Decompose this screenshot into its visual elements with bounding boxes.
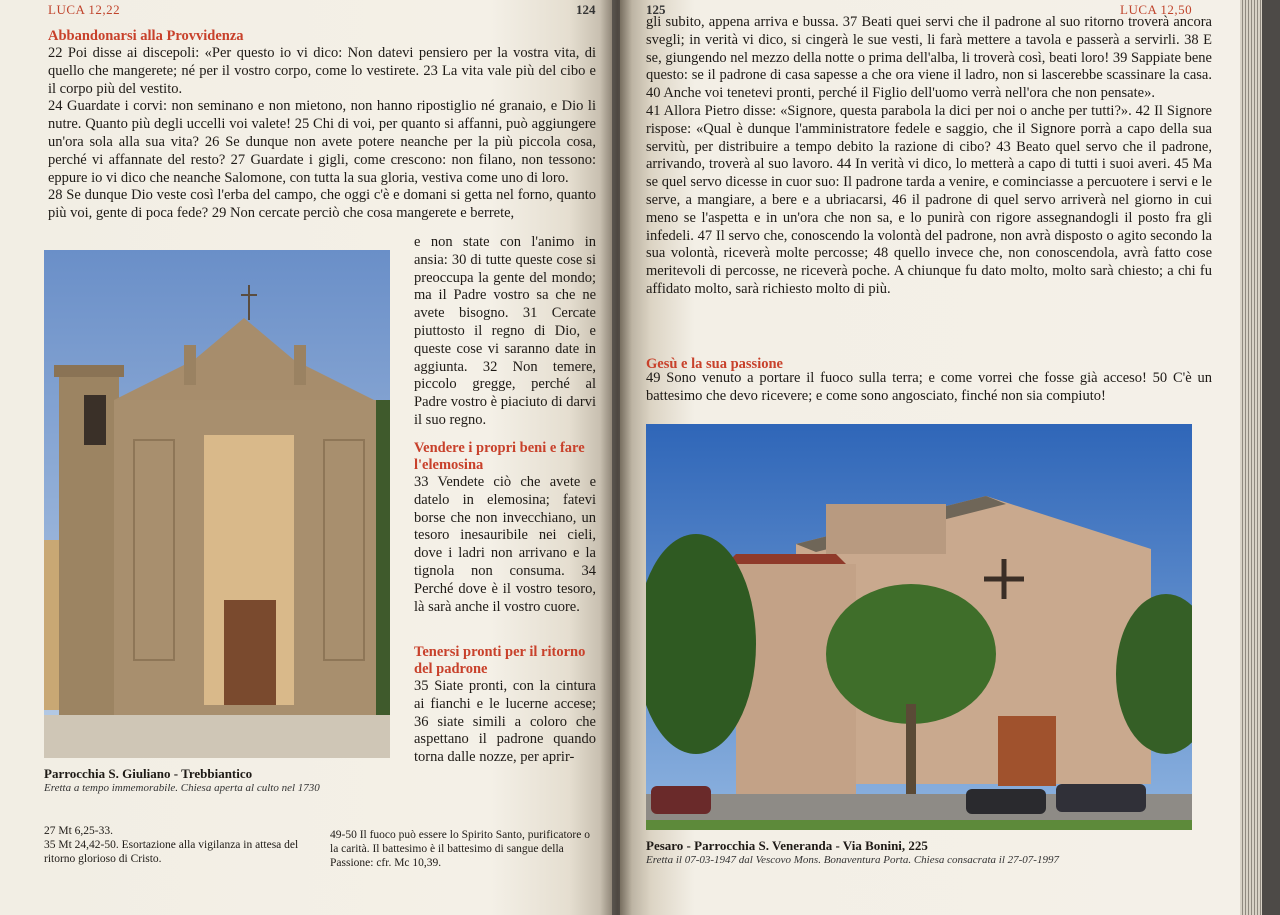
footnote-right: 49-50 Il fuoco può essere lo Spirito Santo, purificatore o la carità. Il battesimo è il battesimo di sangue della Passione: cfr. Mc 10,39. bbox=[330, 829, 590, 869]
section-text-passione: 49 Sono venuto a portare il fuoco sulla terra; e come vorrei che fosse già acceso! 50 C'è un battesimo che devo ricevere; e come sono angosciato, finché non sia compiuto! bbox=[646, 370, 1212, 404]
body-text-top bbox=[48, 45, 596, 223]
photo-caption-title-right: Pesaro - Parrocchia S. Veneranda - Via Bonini, 225 bbox=[646, 838, 928, 853]
right-page bbox=[620, 0, 1240, 915]
photo-caption-subtitle-right: Eretta il 07-03-1947 dal Vescovo Mons. Bonaventura Porta. Chiesa consacrata il 27-07-1997 bbox=[646, 854, 1059, 866]
church-photo-san-giuliano bbox=[44, 250, 390, 758]
section-title-passione: Gesù e la sua passione bbox=[646, 356, 783, 372]
book-cover-edge bbox=[1262, 0, 1280, 915]
page-number-left: 124 bbox=[576, 2, 596, 17]
section-title-elemosina: Vendere i propri beni e fare l'elemosina bbox=[414, 440, 585, 473]
verse-paragraph: 41 Allora Pietro disse: «Signore, questa parabola la dici per noi o anche per tutti?». 42 Il Signore rispose: «Qual è dunque l'amministratore fedele e saggio, che il Signore porrà a capo della sua servitù, per distribuire a tempo debito la razione di cibo? 43 Beato quel servo che il padrone, arrivando, troverà al suo lavoro. 44 In verità vi dico, lo metterà a capo di tutti i suoi averi. 45 Ma se quel servo dicesse in cuor suo: Il padrone tarda a venire, e cominciasse a percuotere i servi e le serve, a mangiare, a bere e a ubriacarsi, 46 il padrone di quel servo arriverà nel giorno in cui meno se l'aspetta e in un'ora che non sa, e lo punirà con rigore assegnandogli il posto fra gli infedeli. 47 Il servo che, conoscendo la volontà del padrone, non avrà disposto o agito secondo la sua volontà, riceverà molte percosse; 48 quello invece che, non conoscendola, avrà fatto cose meritevoli di percosse, ne riceverà poche. A chiunque fu dato molto, molto sarà chiesto; a chi fu affidato molto, sarà richiesto molto di più. bbox=[646, 102, 1212, 297]
left-page bbox=[0, 0, 612, 915]
section-title-provvidenza: Abbandonarsi alla Provvidenza bbox=[48, 28, 244, 44]
verse-paragraph: 22 Poi disse ai discepoli: «Per questo io vi dico: Non datevi pensiero per la vostra vita, di quello che mangerete; né per il vostro corpo, come lo vestirete. 23 La vita vale più del cibo e il corpo più del vestito. bbox=[48, 45, 596, 97]
photo-caption-subtitle-left: Eretta a tempo immemorabile. Chiesa aperta al culto nel 1730 bbox=[44, 782, 320, 794]
column-text-2: 33 Vendete ciò che avete e datelo in elemosina; fatevi borse che non invecchiano, un tesoro inesauribile nei cieli, dove i ladri non arrivano e la tignola non consuma. 34 Perché dove è il vostro tesoro, là sarà anche il vostro cuore. bbox=[414, 474, 596, 615]
section-title-ritorno: Tenersi pronti per il ritorno del padrone bbox=[414, 644, 586, 677]
verse-paragraph: gli subito, appena arriva e bussa. 37 Beati quei servi che il padrone al suo ritorno troverà ancora svegli; in verità vi dico, si cingerà le sue vesti, li farà mettere a tavola e passerà a servirli. 38 E se, giungendo nel mezzo della notte o prima dell'alba, li troverà così, beati loro! 39 Sappiate bene questo: se il padrone di casa sapesse a che ora viene il ladro, non si lascerebbe scassinare la casa. 40 Anche voi tenetevi pronti, perché il Figlio dell'uomo verrà nell'ora che non pensate». bbox=[646, 14, 1212, 102]
verse-paragraph: 24 Guardate i corvi: non seminano e non mietono, non hanno ripostiglio né granaio, e Dio li nutre. Quanto più degli uccelli voi valete! 25 Chi di voi, per quanto si affanni, può aggiungere un'ora sola alla sua vita? 26 Se dunque non avete potere neanche per la più piccola cosa, perché vi affannate del resto? 27 Guardate i gigli, come crescono: non filano, non tessono: eppure io vi dico che neanche Salomone, con tutta la sua gloria, vestiva come uno di loro. bbox=[48, 98, 596, 186]
verse-paragraph: 28 Se dunque Dio veste così l'erba del campo, che oggi c'è e domani si getta nel forno, quanto più voi, gente di poca fede? 29 Non cercate perciò che cosa mangerete e berrete, bbox=[48, 187, 596, 222]
running-head-right: LUCA 12,50 bbox=[1120, 2, 1193, 17]
footnote-left: 27 Mt 6,25-33. 35 Mt 24,42-50. Esortazione alla vigilanza in attesa del ritorno glorioso di Cristo. bbox=[44, 825, 299, 865]
column-text-3: 35 Siate pronti, con la cintura ai fianchi e le lucerne accese; 36 siate simili a coloro che aspettano il padrone quando torna dalle nozze, per aprir- bbox=[414, 678, 596, 766]
column-text-1: e non state con l'animo in ansia: 30 di tutte queste cose si preoccupa la gente del mondo; ma il Padre vostro sa che ne avete bisogno. 31 Cercate piuttosto il regno di Dio, e queste cose vi saranno date in aggiunta. 32 Non temere, piccolo gregge, perché al Padre vostro è piaciuto di darvi il suo regno. bbox=[414, 234, 596, 428]
body-text-right bbox=[646, 14, 1212, 299]
running-head-left: LUCA 12,22 bbox=[48, 2, 121, 17]
church-photo-santa-veneranda bbox=[646, 424, 1192, 830]
photo-caption-title-left: Parrocchia S. Giuliano - Trebbiantico bbox=[44, 766, 253, 781]
book-gutter-shadow bbox=[600, 0, 632, 915]
page-number-right: 125 bbox=[646, 2, 666, 17]
